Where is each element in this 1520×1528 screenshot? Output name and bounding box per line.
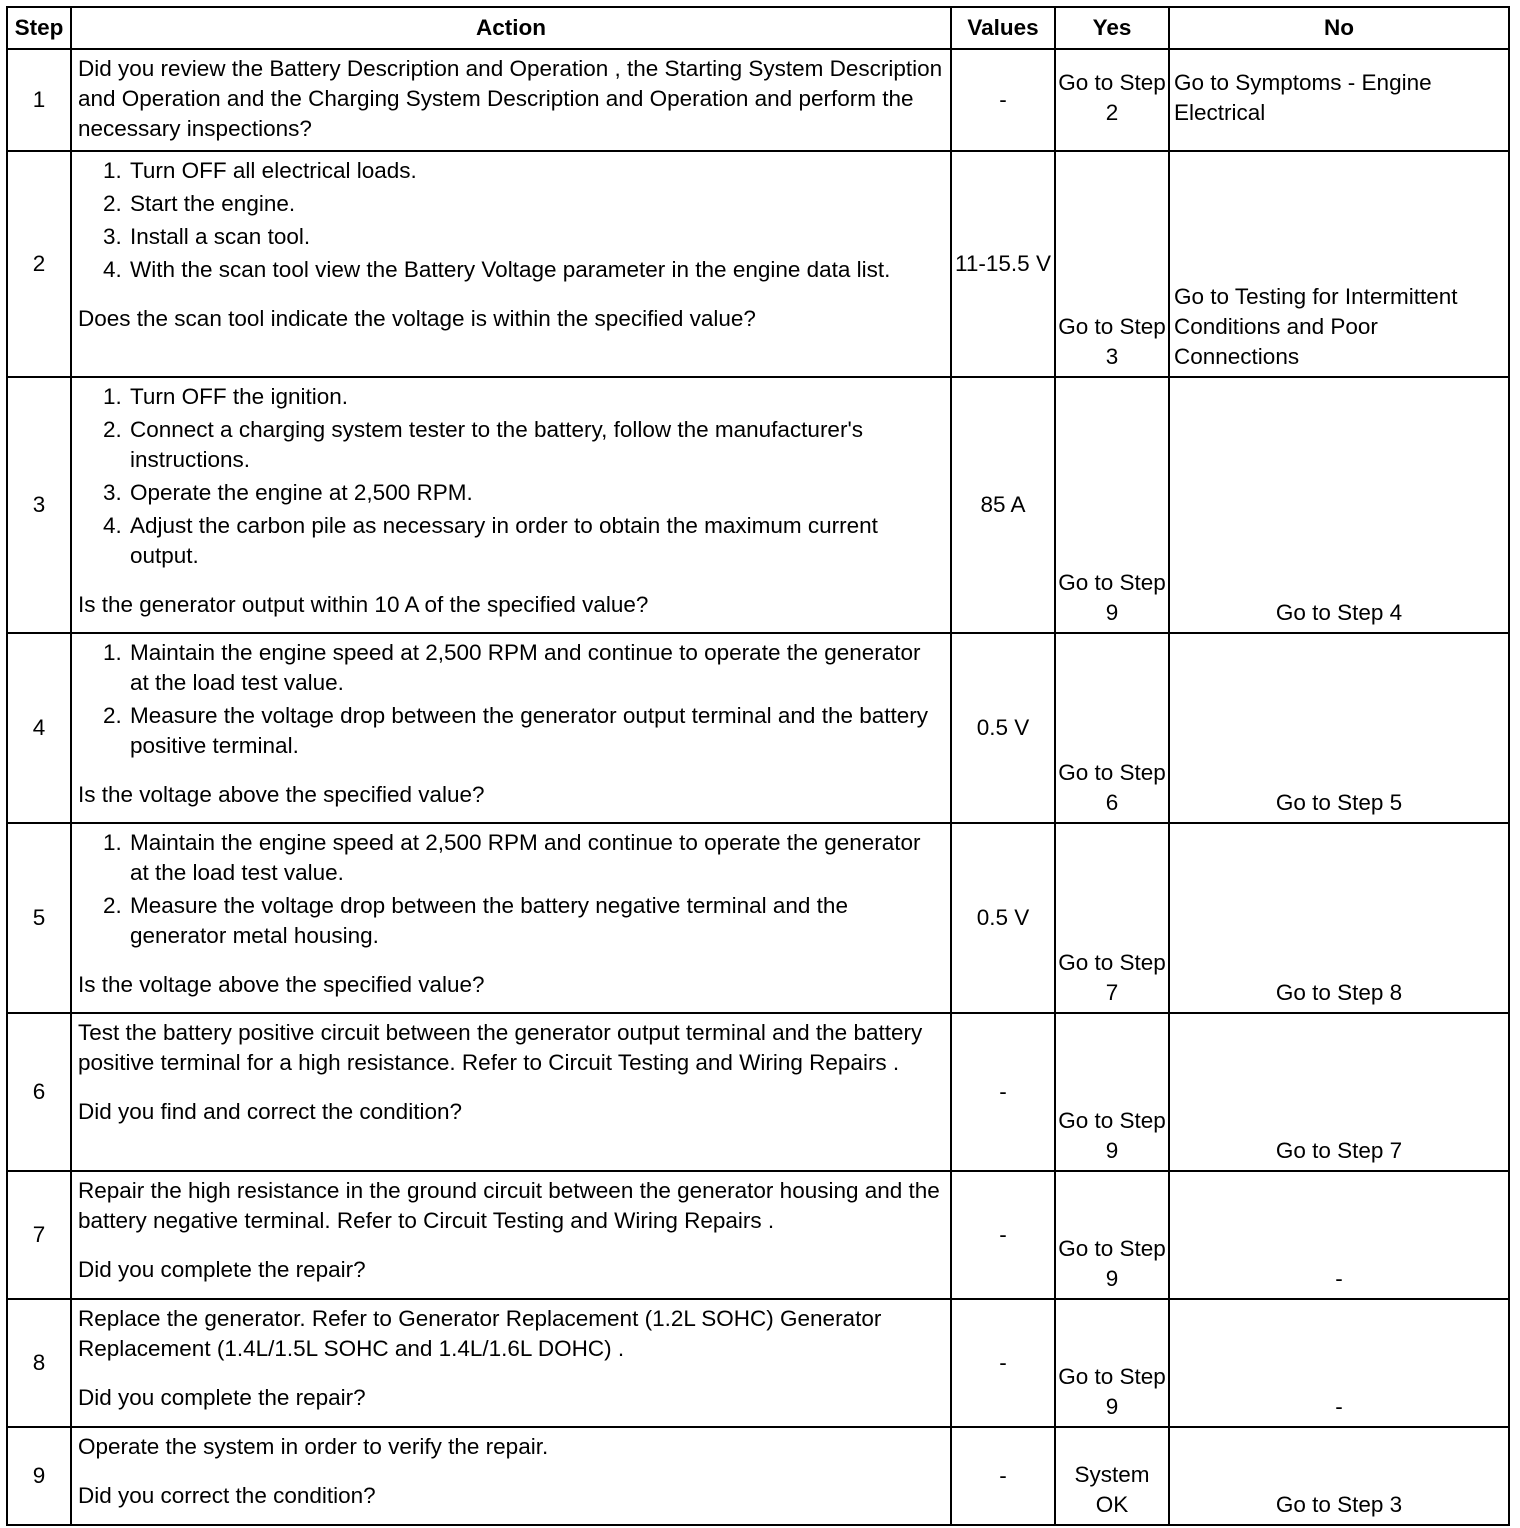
no-cell: Go to Step 5 bbox=[1169, 633, 1509, 823]
table-row bbox=[7, 49, 1509, 151]
value-cell: - bbox=[951, 1013, 1055, 1171]
question-text: Did you complete the repair? bbox=[78, 1257, 366, 1282]
yes-cell: Go to Step 9 bbox=[1055, 1299, 1169, 1427]
action-cell bbox=[71, 633, 951, 823]
action-text: Repair the high resistance in the ground circuit between the generator housing and the battery negative terminal. Refer to Circuit Testing and Wiring Repairs . bbox=[78, 1178, 940, 1233]
procedure-step: 2. Connect a charging system tester to the battery, follow the manufacturer's instructions. bbox=[128, 415, 944, 475]
table-row bbox=[7, 633, 1509, 823]
value-cell: - bbox=[951, 1299, 1055, 1427]
procedure-step: 1. Maintain the engine speed at 2,500 RPM and continue to operate the generator at the load test value. bbox=[128, 828, 944, 888]
procedure-step: 1. Turn OFF the ignition. bbox=[128, 382, 944, 412]
action-cell bbox=[71, 49, 951, 151]
procedure-step: 2. Measure the voltage drop between the generator output terminal and the battery positive terminal. bbox=[128, 701, 944, 761]
diagnostic-table bbox=[6, 6, 1510, 1526]
procedure-list bbox=[78, 828, 944, 951]
action-text: Operate the system in order to verify the repair. bbox=[78, 1434, 549, 1459]
table-row bbox=[7, 377, 1509, 633]
value-cell: 0.5 V bbox=[951, 823, 1055, 1013]
action-cell bbox=[71, 1171, 951, 1299]
header-step: Step bbox=[7, 7, 71, 49]
header-no: No bbox=[1169, 7, 1509, 49]
table-row bbox=[7, 1299, 1509, 1427]
header-action: Action bbox=[71, 7, 951, 49]
procedure-step: 3. Install a scan tool. bbox=[128, 222, 944, 252]
no-cell: Go to Step 3 bbox=[1169, 1427, 1509, 1525]
question-text: Did you correct the condition? bbox=[78, 1483, 376, 1508]
no-cell: Go to Testing for Intermittent Conditions and Poor Connections bbox=[1169, 151, 1509, 377]
table-row bbox=[7, 151, 1509, 377]
question-text: Did you complete the repair? bbox=[78, 1385, 366, 1410]
procedure-list bbox=[78, 638, 944, 761]
action-cell bbox=[71, 823, 951, 1013]
table-row bbox=[7, 1427, 1509, 1525]
table-row bbox=[7, 823, 1509, 1013]
step-number: 7 bbox=[7, 1171, 71, 1299]
yes-cell: System OK bbox=[1055, 1427, 1169, 1525]
no-cell: Go to Step 7 bbox=[1169, 1013, 1509, 1171]
question-text: Did you find and correct the condition? bbox=[78, 1099, 462, 1124]
procedure-step: 1. Maintain the engine speed at 2,500 RPM and continue to operate the generator at the load test value. bbox=[128, 638, 944, 698]
header-yes: Yes bbox=[1055, 7, 1169, 49]
header-values: Values bbox=[951, 7, 1055, 49]
value-cell: 11-15.5 V bbox=[951, 151, 1055, 377]
procedure-step: 3. Operate the engine at 2,500 RPM. bbox=[128, 478, 944, 508]
question-text: Is the voltage above the specified value? bbox=[78, 782, 485, 807]
action-cell bbox=[71, 377, 951, 633]
step-number: 4 bbox=[7, 633, 71, 823]
procedure-list bbox=[78, 382, 944, 571]
procedure-list bbox=[78, 156, 944, 285]
procedure-step: 1. Turn OFF all electrical loads. bbox=[128, 156, 944, 186]
action-cell bbox=[71, 151, 951, 377]
header-row bbox=[7, 7, 1509, 49]
yes-cell: Go to Step 9 bbox=[1055, 377, 1169, 633]
action-text: Did you review the Battery Description and Operation , the Starting System Description and Operation and the Charging System Description and Operation and perform the necessary inspections? bbox=[78, 56, 943, 141]
value-cell: - bbox=[951, 1171, 1055, 1299]
value-cell: - bbox=[951, 49, 1055, 151]
question-text: Is the generator output within 10 A of the specified value? bbox=[78, 592, 649, 617]
action-text: Replace the generator. Refer to Generator Replacement (1.2L SOHC) Generator Replacement (1.4L/1.5L SOHC and 1.4L/1.6L DOHC) . bbox=[78, 1306, 882, 1361]
yes-cell: Go to Step 3 bbox=[1055, 151, 1169, 377]
no-cell: Go to Symptoms - Engine Electrical bbox=[1169, 49, 1509, 151]
question-text: Is the voltage above the specified value? bbox=[78, 972, 485, 997]
value-cell: - bbox=[951, 1427, 1055, 1525]
no-cell: Go to Step 4 bbox=[1169, 377, 1509, 633]
action-cell bbox=[71, 1427, 951, 1525]
yes-cell: Go to Step 9 bbox=[1055, 1013, 1169, 1171]
value-cell: 0.5 V bbox=[951, 633, 1055, 823]
action-cell bbox=[71, 1299, 951, 1427]
step-number: 9 bbox=[7, 1427, 71, 1525]
procedure-step: 2. Measure the voltage drop between the battery negative terminal and the generator metal housing. bbox=[128, 891, 944, 951]
step-number: 5 bbox=[7, 823, 71, 1013]
procedure-step: 2. Start the engine. bbox=[128, 189, 944, 219]
procedure-step: 4. With the scan tool view the Battery Voltage parameter in the engine data list. bbox=[128, 255, 944, 285]
action-cell bbox=[71, 1013, 951, 1171]
no-cell: - bbox=[1169, 1171, 1509, 1299]
step-number: 2 bbox=[7, 151, 71, 377]
question-text: Does the scan tool indicate the voltage is within the specified value? bbox=[78, 306, 756, 331]
step-number: 6 bbox=[7, 1013, 71, 1171]
table-row bbox=[7, 1013, 1509, 1171]
no-cell: - bbox=[1169, 1299, 1509, 1427]
yes-cell: Go to Step 2 bbox=[1055, 49, 1169, 151]
action-text: Test the battery positive circuit between the generator output terminal and the battery positive terminal for a high resistance. Refer to Circuit Testing and Wiring Repairs . bbox=[78, 1020, 923, 1075]
yes-cell: Go to Step 6 bbox=[1055, 633, 1169, 823]
table-row bbox=[7, 1171, 1509, 1299]
no-cell: Go to Step 8 bbox=[1169, 823, 1509, 1013]
step-number: 8 bbox=[7, 1299, 71, 1427]
value-cell: 85 A bbox=[951, 377, 1055, 633]
yes-cell: Go to Step 9 bbox=[1055, 1171, 1169, 1299]
procedure-step: 4. Adjust the carbon pile as necessary in order to obtain the maximum current output. bbox=[128, 511, 944, 571]
step-number: 1 bbox=[7, 49, 71, 151]
step-number: 3 bbox=[7, 377, 71, 633]
yes-cell: Go to Step 7 bbox=[1055, 823, 1169, 1013]
